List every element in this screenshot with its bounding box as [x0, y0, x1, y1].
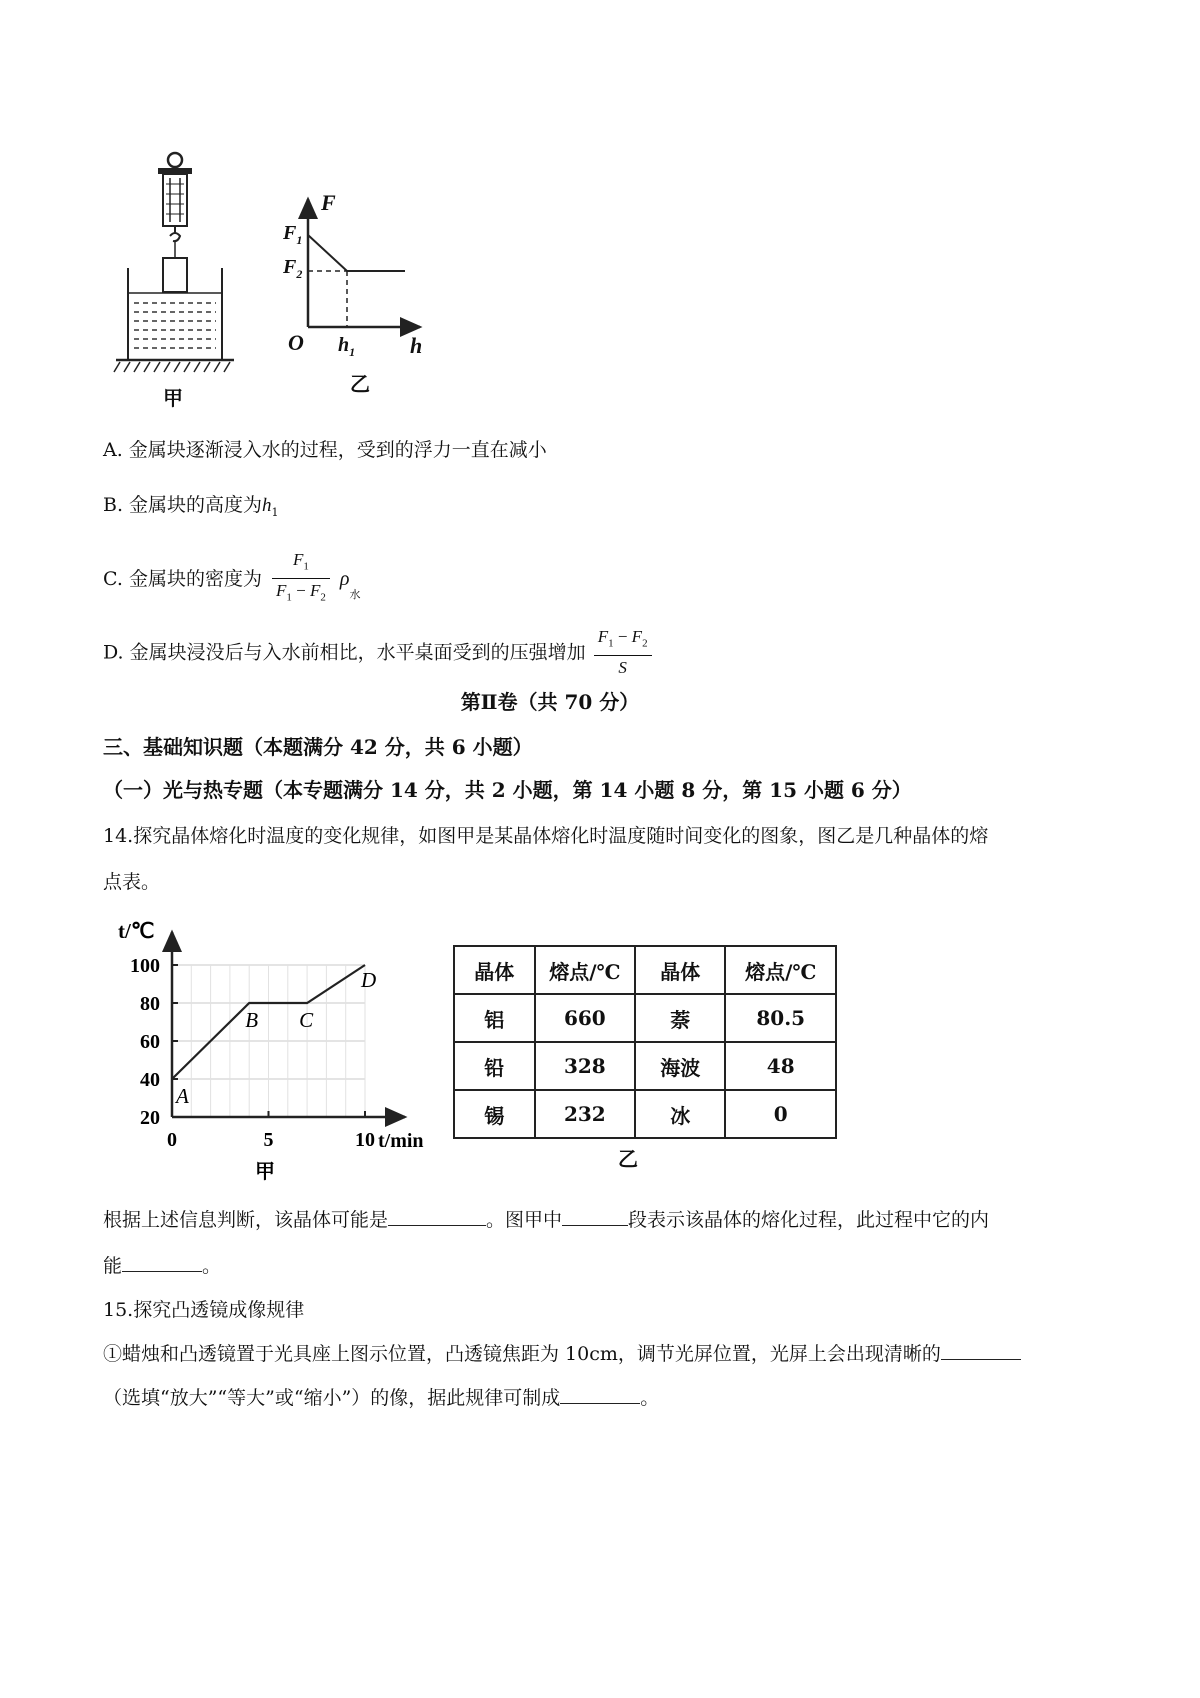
table-cell: 660 — [535, 994, 636, 1042]
x-tick-label: 0 — [167, 1129, 177, 1151]
table-header-cell: 熔点/℃ — [725, 946, 836, 994]
point-label-B: B — [245, 1008, 259, 1032]
table-caption-yi: 乙 — [618, 1147, 638, 1171]
table-row — [454, 1090, 836, 1138]
axis-label-F: F — [321, 190, 336, 215]
option-d: D. 金属块浸没后与入水前相比，水平桌面受到的压强增加 $\frac{F_1 - F_2}{S}$ — [103, 625, 656, 680]
pressure-fraction: $\frac{F_1 - F_2}{S}$ — [594, 625, 652, 680]
table-cell: 0 — [725, 1090, 836, 1138]
y-tick-label: 40 — [140, 1069, 160, 1091]
answer-blank[interactable] — [388, 1207, 486, 1226]
figure-spring-scale — [110, 150, 240, 410]
option-a: A. 金属块逐渐浸入水的过程，受到的浮力一直在减小 — [103, 439, 547, 461]
point-label-D: D — [361, 968, 377, 992]
y-tick-label: 20 — [140, 1107, 160, 1129]
option-b: B. 金属块的高度为$h_1$ — [103, 494, 279, 519]
table-cell: 锡 — [454, 1090, 535, 1138]
section-3-heading: 三、基础知识题（本题满分 42 分，共 6 小题） — [103, 735, 533, 759]
table-header-cell: 晶体 — [454, 946, 535, 994]
table-row — [454, 1042, 836, 1090]
label-h1: $h_1$ — [338, 334, 356, 359]
table-cell: 海波 — [635, 1042, 725, 1090]
table-cell: 328 — [535, 1042, 636, 1090]
table-header-row — [454, 946, 836, 994]
melting-point-table — [453, 945, 837, 1139]
y-tick-label: 60 — [140, 1031, 160, 1053]
y-axis-label: t/℃ — [118, 919, 155, 943]
answer-blank[interactable] — [941, 1341, 1021, 1360]
f-curve — [308, 235, 405, 271]
table-cell: 铅 — [454, 1042, 535, 1090]
q14-answer-line2: 能 。 — [103, 1255, 222, 1277]
label-F2: $F_2$ — [283, 256, 303, 281]
volume-2-heading: 第Ⅱ卷（共 70 分） — [460, 690, 640, 714]
answer-blank[interactable] — [560, 1385, 640, 1404]
topic-1-heading: （一）光与热专题（本专题满分 14 分，共 2 小题，第 14 小题 8 分，第 15 小题 6 分） — [103, 778, 912, 802]
density-fraction: $\frac{F_1}{F_1 - F_2}$ — [272, 548, 330, 610]
x-axis-label: t/min — [378, 1130, 424, 1152]
label-F1: $F_1$ — [283, 222, 303, 247]
chart-caption-jia: 甲 — [255, 1159, 275, 1183]
axis-label-h: h — [410, 333, 423, 358]
x-tick-label: 5 — [263, 1129, 274, 1151]
point-label-C: C — [299, 1008, 314, 1032]
answer-blank[interactable] — [562, 1207, 628, 1226]
table-cell: 冰 — [635, 1090, 725, 1138]
table-cell: 铝 — [454, 994, 535, 1042]
x-tick-label: 10 — [355, 1129, 375, 1151]
q14-stem-line2: 点表。 — [103, 871, 161, 893]
q15-line2: （选填“放大”“等大”或“缩小”）的像，据此规律可制成 。 — [103, 1387, 660, 1409]
table-header-cell: 晶体 — [635, 946, 725, 994]
melting-curve-chart — [100, 910, 445, 1190]
table-cell: 萘 — [635, 994, 725, 1042]
q15-title: 15.探究凸透镜成像规律 — [103, 1299, 305, 1321]
q14-stem-line1: 14.探究晶体熔化时温度的变化规律，如图甲是某晶体熔化时温度随时间变化的图象，图乙是几种晶体的熔 — [103, 825, 989, 847]
table-header-cell: 熔点/℃ — [535, 946, 636, 994]
figure1-label-jia: 甲 — [163, 386, 183, 410]
figure1-label-yi: 乙 — [350, 372, 370, 396]
q15-line1: ①蜡烛和凸透镜置于光具座上图示位置，凸透镜焦距为 10cm，调节光屏位置，光屏上会出现清晰的 — [103, 1340, 1021, 1368]
table-cell: 48 — [725, 1042, 836, 1090]
label-origin-O: O — [288, 330, 304, 355]
table-row — [454, 994, 836, 1042]
answer-blank[interactable] — [122, 1253, 202, 1272]
point-label-A: A — [176, 1084, 189, 1108]
table-cell: 80.5 — [725, 994, 836, 1042]
option-c: C. 金属块的密度为 $\frac{F_1}{F_1 - F_2}$ $\rho_水$ — [103, 548, 361, 621]
y-tick-label: 80 — [140, 993, 160, 1015]
table-cell: 232 — [535, 1090, 636, 1138]
y-tick-label: 100 — [130, 955, 160, 977]
q14-answer-line1: 根据上述信息判断，该晶体可能是 。图甲中 段表示该晶体的熔化过程，此过程中它的内 — [103, 1209, 990, 1231]
